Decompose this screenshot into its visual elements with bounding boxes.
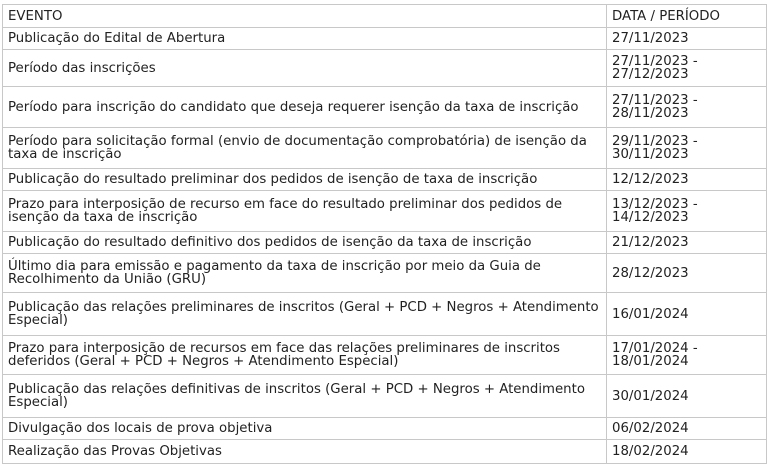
event-cell: Realização das Provas Objetivas: [3, 440, 607, 464]
date-cell: 27/11/2023: [607, 28, 767, 50]
date-cell: 27/11/2023 - 28/11/2023: [607, 87, 767, 128]
header-event: EVENTO: [3, 5, 607, 28]
date-cell: 27/11/2023 - 27/12/2023: [607, 50, 767, 87]
table-row: [3, 232, 767, 254]
date-cell: 29/11/2023 - 30/11/2023: [607, 128, 767, 169]
date-cell: 12/12/2023: [607, 169, 767, 191]
event-cell: Período para solicitação formal (envio de documentação comprobatória) de isenção da taxa de inscrição: [3, 128, 607, 169]
table-row: [3, 375, 767, 418]
table-row: [3, 440, 767, 464]
table-row: [3, 191, 767, 232]
event-cell: Último dia para emissão e pagamento da taxa de inscrição por meio da Guia de Recolhimento da União (GRU): [3, 254, 607, 293]
date-cell: 30/01/2024: [607, 375, 767, 418]
event-cell: Publicação do resultado preliminar dos pedidos de isenção de taxa de inscrição: [3, 169, 607, 191]
table-row: [3, 50, 767, 87]
table-row: [3, 254, 767, 293]
table-row: [3, 293, 767, 336]
event-cell: Período das inscrições: [3, 50, 607, 87]
event-cell: Período para inscrição do candidato que deseja requerer isenção da taxa de inscrição: [3, 87, 607, 128]
date-cell: 16/01/2024: [607, 293, 767, 336]
event-cell: Publicação do resultado definitivo dos pedidos de isenção da taxa de inscrição: [3, 232, 607, 254]
event-cell: Publicação das relações definitivas de inscritos (Geral + PCD + Negros + Atendimento Especial): [3, 375, 607, 418]
date-cell: 28/12/2023: [607, 254, 767, 293]
date-cell: 21/12/2023: [607, 232, 767, 254]
table-row: [3, 418, 767, 440]
date-cell: 06/02/2024: [607, 418, 767, 440]
table-header-row: [3, 5, 767, 28]
event-cell: Publicação das relações preliminares de inscritos (Geral + PCD + Negros + Atendimento Especial): [3, 293, 607, 336]
date-cell: 17/01/2024 - 18/01/2024: [607, 336, 767, 375]
event-cell: Prazo para interposição de recurso em face do resultado preliminar dos pedidos de isenção da taxa de inscrição: [3, 191, 607, 232]
table-row: [3, 87, 767, 128]
table-row: [3, 128, 767, 169]
date-cell: 18/02/2024: [607, 440, 767, 464]
event-cell: Divulgação dos locais de prova objetiva: [3, 418, 607, 440]
schedule-table: [2, 4, 767, 464]
table-row: [3, 169, 767, 191]
table-row: [3, 28, 767, 50]
table-row: [3, 336, 767, 375]
event-cell: Prazo para interposição de recursos em face das relações preliminares de inscritos deferidos (Geral + PCD + Negros + Atendimento Especial): [3, 336, 607, 375]
date-cell: 13/12/2023 - 14/12/2023: [607, 191, 767, 232]
event-cell: Publicação do Edital de Abertura: [3, 28, 607, 50]
header-date: DATA / PERÍODO: [607, 5, 767, 28]
